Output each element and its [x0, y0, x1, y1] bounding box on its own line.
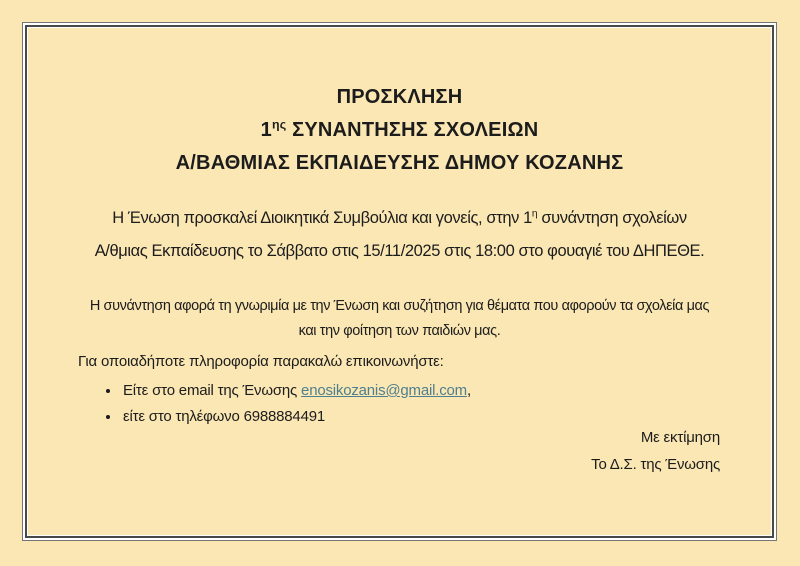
- signature-author: Το Δ.Σ. της Ένωσης: [591, 456, 720, 473]
- contact-prompt: Για οποιαδήποτε πληροφορία παρακαλώ επικοινωνήστε:: [78, 353, 444, 370]
- contact-option-email: [121, 378, 748, 404]
- intro-ordinal-superscript: η: [531, 208, 538, 220]
- title-line-2-text: ΣΥΝΑΝΤΗΣΗΣ ΣΧΟΛΕΙΩΝ: [286, 119, 539, 141]
- intro-line-1: [51, 202, 748, 235]
- signature-closing: Με εκτίμηση: [640, 429, 720, 446]
- contact-email-suffix: ,: [466, 382, 471, 399]
- intro-line-1-text: Η Ένωση προσκαλεί Διοικητικά Συμβούλια και γονείς, στην 1: [112, 209, 532, 227]
- purpose-line-2: και την φοίτηση των παιδιών μας.: [298, 323, 501, 339]
- contact-options-list: [104, 378, 748, 430]
- intro-line-1-rest: συνάντηση σχολείων: [537, 209, 687, 227]
- contact-email-prefix: Είτε στο email της Ένωσης: [123, 382, 302, 399]
- title-line-1: ΠΡΟΣΚΛΗΣΗ: [336, 86, 463, 108]
- invitation-title: [51, 81, 748, 180]
- signature-block: [51, 424, 720, 478]
- meeting-number: 1: [260, 119, 272, 141]
- purpose-paragraph: [51, 294, 748, 344]
- title-line-3: Α/ΒΑΘΜΙΑΣ ΕΚΠΑΙΔΕΥΣΗΣ ΔΗΜΟΥ ΚΟΖΑΝΗΣ: [175, 152, 624, 174]
- meeting-number-ordinal-superscript: ης: [271, 117, 287, 132]
- intro-line-2: Α/θμιας Εκπαίδευσης το Σάββατο στις 15/11/2025 στις 18:00 στο φουαγιέ του ΔΗΠΕΘΕ.: [94, 242, 705, 260]
- purpose-line-1: Η συνάντηση αφορά τη γνωριμία με την Ένωση και συζήτηση για θέματα που αφορούν τα σχολεία μας: [89, 298, 710, 314]
- title-line-2: [51, 114, 748, 147]
- intro-paragraph: [51, 202, 748, 268]
- invitation-document: [27, 27, 772, 536]
- email-link[interactable]: enosikozanis@gmail.com: [301, 382, 467, 399]
- contact-phone-text: είτε στο τηλέφωνο 6988884491: [123, 408, 326, 425]
